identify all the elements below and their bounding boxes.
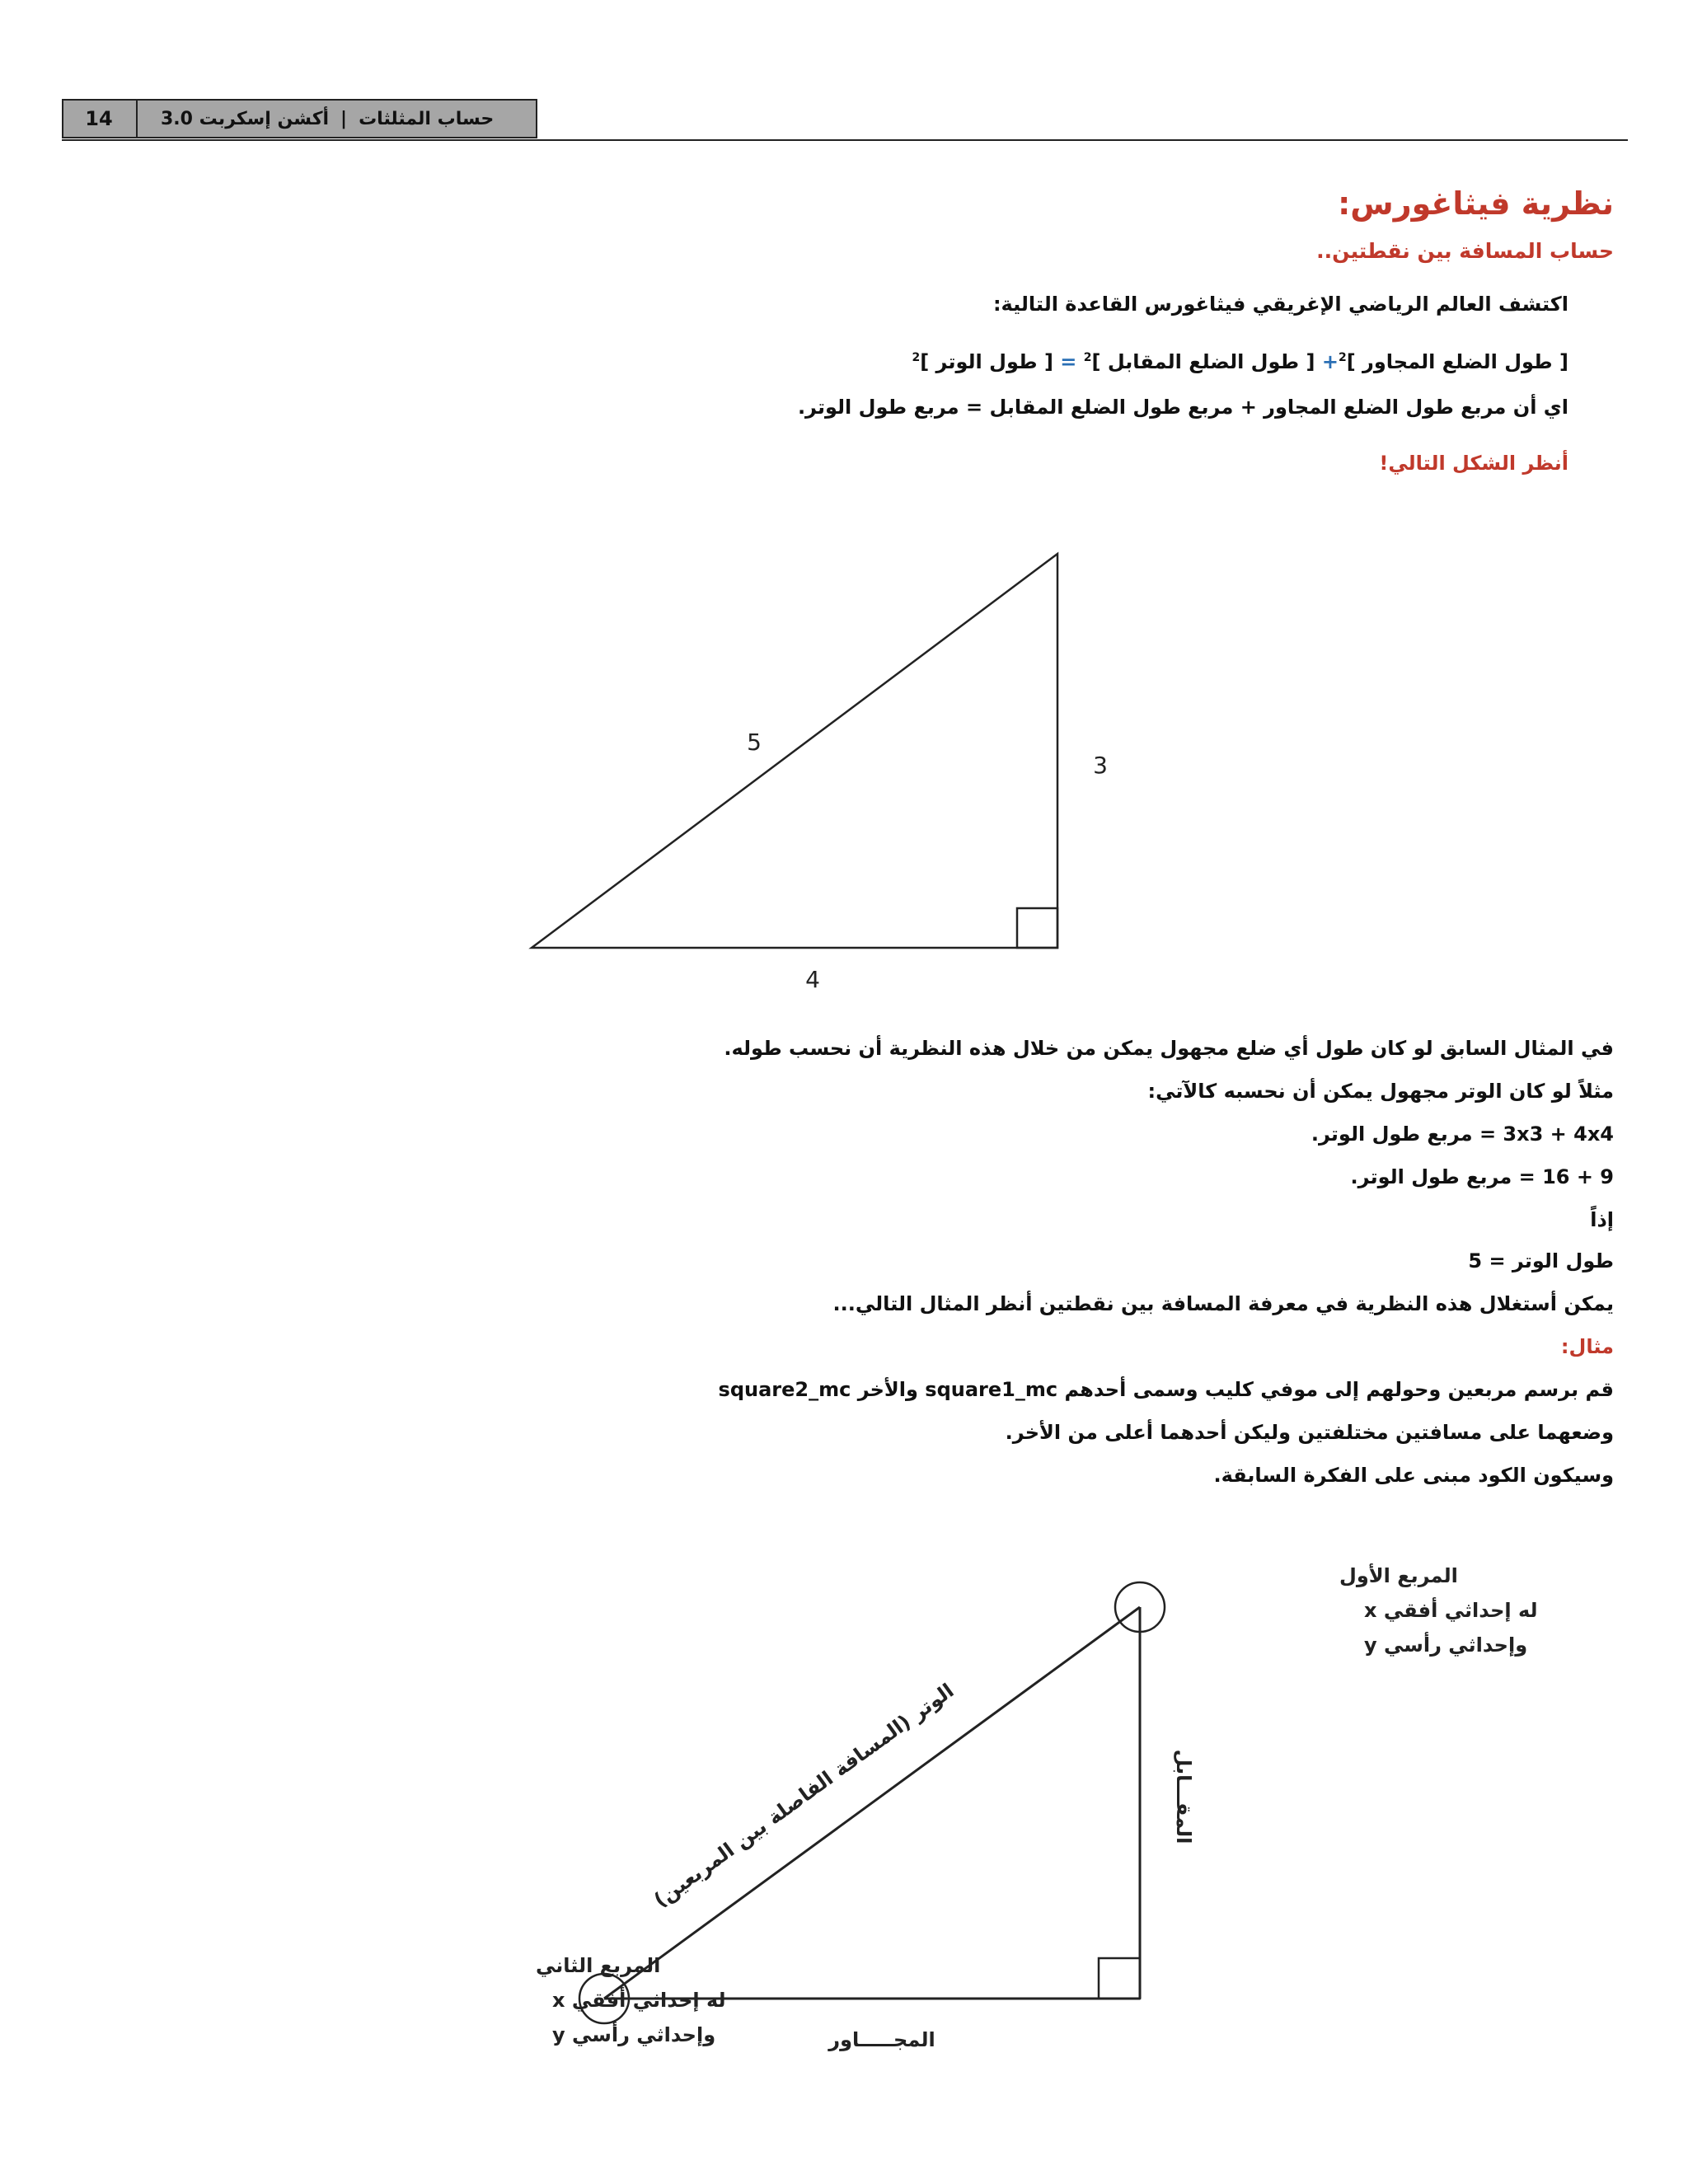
section-subtitle: حساب المسافة بين نقطتين.. [1316, 239, 1614, 263]
opposite-label: 3 [1093, 752, 1108, 779]
formula-equals: = [1060, 350, 1077, 373]
example-label: مثال: [1560, 1335, 1614, 1358]
square1-title: المربع الأول [1339, 1564, 1458, 1587]
adjacent-label: 4 [805, 966, 820, 993]
book-title: أكشن إسكربت 3.0 [161, 108, 330, 129]
formula-exp-3: 2 [912, 351, 921, 364]
square2-y: وإحداثي رأسي y [552, 2023, 716, 2046]
explanation-line-9: وضعهما على مسافتين مختلفتين وليكن أحدهما أعلى من الأخر. [1005, 1421, 1614, 1444]
explanation-line-1: في المثال السابق لو كان طول أي ضلع مجهول يمكن من خلال هذه النظرية أن نحسب طوله. [724, 1037, 1614, 1060]
formula-exp-2: 2 [1083, 351, 1092, 364]
formula-hypotenuse: [ طول الوتر ] [920, 350, 1053, 373]
formula-opposite: [ طول الضلع المقابل ] [1091, 350, 1315, 373]
adjacent-caption: المجـــــاور [828, 2028, 935, 2051]
explanation-line-5: إذاً [1590, 1208, 1614, 1231]
square2-title: المربع الثاني [536, 1954, 661, 1977]
explanation-line-3: 3x3 + 4x4 = مربع طول الوتر. [1311, 1122, 1614, 1146]
hypotenuse-label: 5 [747, 729, 762, 756]
page-number: 14 [62, 99, 138, 138]
explanation-line-10: وسيكون الكود مبنى على الفكرة السابقة. [1213, 1464, 1614, 1487]
header-separator: | [340, 108, 348, 129]
explanation-line-7: يمكن أستغلال هذه النظرية في معرفة المسافة بين نقطتين أنظر المثال التالي... [832, 1292, 1614, 1315]
opposite-caption: المقـــابل [1172, 1749, 1195, 1844]
see-figure: أنظر الشكل التالي! [1379, 452, 1568, 475]
explanation-line-2: مثلاً لو كان الوتر مجهول يمكن أن نحسبه كالآتي: [1147, 1080, 1614, 1103]
intro-discovery: اكتشف العالم الرياضي الإغريقي فيثاغورس القاعدة التالية: [992, 293, 1568, 316]
square1-x: له إحداثي أفقي x [1364, 1599, 1538, 1622]
formula-plus: + [1321, 350, 1339, 373]
formula-exp-1: 2 [1338, 351, 1347, 364]
right-angle-marker-2 [1099, 1958, 1140, 1999]
explanation-line-6: طول الوتر = 5 [1468, 1249, 1614, 1272]
chapter-title: حساب المثلثات [359, 108, 495, 129]
formula-adjacent: [ طول الضلع المجاور ] [1346, 350, 1568, 373]
hypotenuse-line [604, 1607, 1140, 1999]
explanation-line-8: قم برسم مربعين وحولهم إلى موفي كليب وسمى أحدهم square1_mc والأخر square2_mc [718, 1378, 1614, 1401]
explanation-line-4: 9 + 16 = مربع طول الوتر. [1350, 1165, 1614, 1188]
intro-meaning: اي أن مربع طول الضلع المجاور + مربع طول الضلع المقابل = مربع طول الوتر. [797, 396, 1568, 419]
section-title: نظرية فيثاغورس: [1338, 185, 1614, 222]
square1-y: وإحداثي رأسي y [1364, 1633, 1528, 1657]
square2-x: له إحداثي أفقي x [552, 1989, 726, 2012]
hypotenuse-caption: الوتر (المسافة الفاصلة بين المربعين) [649, 1679, 959, 1912]
